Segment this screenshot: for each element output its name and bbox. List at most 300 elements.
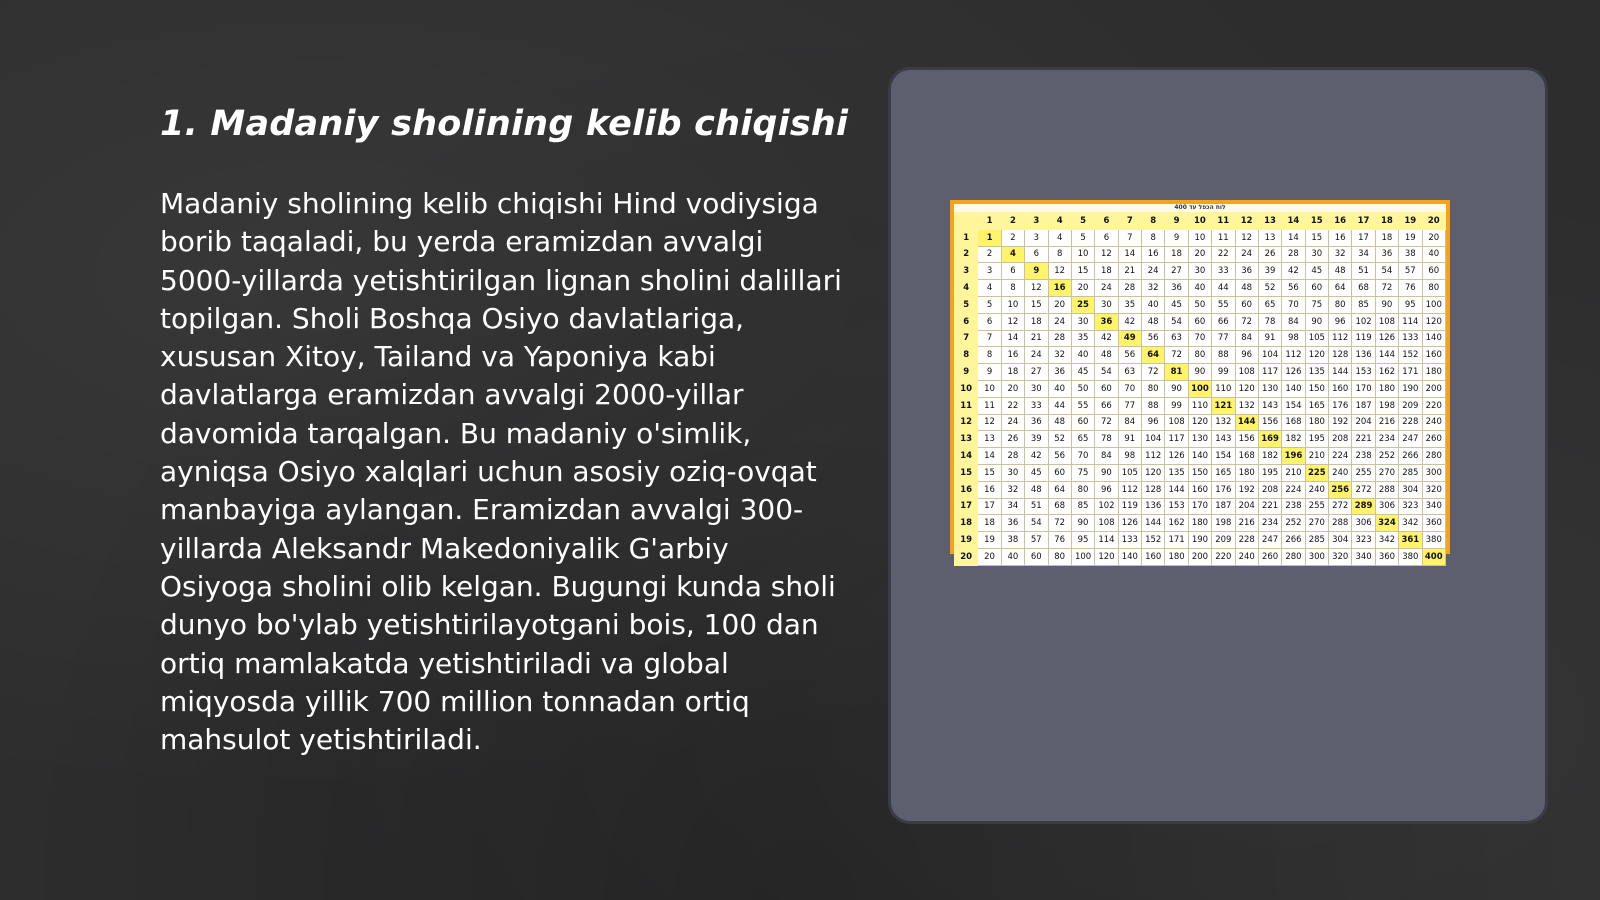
table-cell: 32 bbox=[1048, 347, 1071, 364]
table-cell: 90 bbox=[1188, 364, 1211, 381]
table-cell: 65 bbox=[1071, 431, 1094, 448]
table-cell: 24 bbox=[1095, 280, 1118, 297]
table-cell: 208 bbox=[1329, 431, 1352, 448]
table-cell-square: 81 bbox=[1165, 364, 1188, 381]
table-cell: 160 bbox=[1142, 548, 1165, 565]
table-cell-square: 324 bbox=[1375, 515, 1398, 532]
table-cell: 40 bbox=[1071, 347, 1094, 364]
table-row bbox=[955, 498, 1446, 515]
table-header-row bbox=[955, 213, 1446, 230]
slide-body-text: Madaniy sholining kelib chiqishi Hind vodiysiga borib taqaladi, bu yerda eramizdan avvalgi 5000-yillarda yetishtirilgan lignan sholini dalillari topilgan. Sholi Boshqa Osiyo davlatlariga, xususan Xitoy, Tailand va Yaponiya kabi davlatlarga eramizdan avvalgi 2000-yillar davomida tarqalgan. Bu madaniy o'simlik, ayniqsa Osiyo xalqlari uchun asosiy oziq-ovqat manbayiga aylangan. Eramizdan avvalgi 300-yillarda Aleksandr Makedoniyalik G'arbiy Osiyoga sholini olib kelgan. Bugungi kunda sholi dunyo bo'ylab yetishtirilayotgani bois, 100 dan ortiq mamlakatda yetishtiriladi va global miqyosda yillik 700 million tonnadan ortiq mahsulot yetishtiriladi. bbox=[160, 187, 842, 757]
table-cell: 22 bbox=[1212, 246, 1235, 263]
table-cell: 105 bbox=[1118, 464, 1141, 481]
table-cell: 70 bbox=[1071, 448, 1094, 465]
table-cell: 5 bbox=[978, 296, 1001, 313]
table-cell: 60 bbox=[1025, 548, 1048, 565]
table-cell: 272 bbox=[1352, 481, 1375, 498]
table-row bbox=[955, 481, 1446, 498]
table-cell: 171 bbox=[1399, 364, 1422, 381]
table-cell: 13 bbox=[1258, 229, 1281, 246]
table-cell: 15 bbox=[1305, 229, 1328, 246]
table-cell: 20 bbox=[1422, 229, 1446, 246]
row-header: 8 bbox=[955, 347, 978, 364]
table-cell: 12 bbox=[1025, 280, 1048, 297]
table-cell: 6 bbox=[978, 313, 1001, 330]
table-cell: 42 bbox=[1025, 448, 1048, 465]
table-cell: 304 bbox=[1329, 532, 1352, 549]
table-cell: 170 bbox=[1352, 380, 1375, 397]
table-cell: 80 bbox=[1188, 347, 1211, 364]
table-cell: 272 bbox=[1329, 498, 1352, 515]
table-cell: 9 bbox=[1165, 229, 1188, 246]
table-cell: 50 bbox=[1188, 296, 1211, 313]
table-cell: 45 bbox=[1071, 364, 1094, 381]
table-cell: 300 bbox=[1305, 548, 1328, 565]
table-cell: 24 bbox=[1142, 263, 1165, 280]
table-cell: 20 bbox=[1048, 296, 1071, 313]
table-cell: 304 bbox=[1399, 481, 1422, 498]
table-cell: 45 bbox=[1165, 296, 1188, 313]
table-cell: 234 bbox=[1375, 431, 1398, 448]
table-row bbox=[955, 330, 1446, 347]
table-cell: 220 bbox=[1422, 397, 1446, 414]
table-cell: 270 bbox=[1305, 515, 1328, 532]
row-header: 11 bbox=[955, 397, 978, 414]
table-cell: 60 bbox=[1422, 263, 1446, 280]
table-cell: 105 bbox=[1305, 330, 1328, 347]
table-cell: 200 bbox=[1188, 548, 1211, 565]
table-cell: 2 bbox=[978, 246, 1001, 263]
column-header: 3 bbox=[1025, 213, 1048, 230]
table-cell-square: 144 bbox=[1235, 414, 1258, 431]
table-cell: 36 bbox=[1025, 414, 1048, 431]
table-cell: 39 bbox=[1025, 431, 1048, 448]
table-cell: 224 bbox=[1329, 448, 1352, 465]
column-header: 1 bbox=[978, 213, 1001, 230]
table-cell: 51 bbox=[1352, 263, 1375, 280]
table-cell: 152 bbox=[1142, 532, 1165, 549]
table-cell: 30 bbox=[1001, 464, 1024, 481]
table-cell: 10 bbox=[1001, 296, 1024, 313]
table-cell: 32 bbox=[1329, 246, 1352, 263]
table-cell: 20 bbox=[1188, 246, 1211, 263]
table-cell: 182 bbox=[1258, 448, 1281, 465]
table-cell: 140 bbox=[1118, 548, 1141, 565]
table-cell: 60 bbox=[1095, 380, 1118, 397]
table-cell: 63 bbox=[1165, 330, 1188, 347]
multiplication-table-image bbox=[950, 200, 1450, 562]
table-cell: 36 bbox=[1235, 263, 1258, 280]
row-header: 6 bbox=[955, 313, 978, 330]
table-cell: 54 bbox=[1375, 263, 1398, 280]
table-cell: 130 bbox=[1258, 380, 1281, 397]
table-cell: 65 bbox=[1258, 296, 1281, 313]
table-cell: 98 bbox=[1118, 448, 1141, 465]
table-cell: 42 bbox=[1282, 263, 1305, 280]
row-header: 15 bbox=[955, 464, 978, 481]
table-cell: 96 bbox=[1095, 481, 1118, 498]
table-cell: 266 bbox=[1399, 448, 1422, 465]
table-cell: 5 bbox=[1071, 229, 1094, 246]
table-cell: 136 bbox=[1142, 498, 1165, 515]
table-cell: 143 bbox=[1212, 431, 1235, 448]
table-cell: 42 bbox=[1095, 330, 1118, 347]
table-cell: 120 bbox=[1305, 347, 1328, 364]
table-cell: 70 bbox=[1188, 330, 1211, 347]
table-cell: 54 bbox=[1025, 515, 1048, 532]
row-header: 16 bbox=[955, 481, 978, 498]
table-cell: 110 bbox=[1212, 380, 1235, 397]
table-cell: 100 bbox=[1422, 296, 1446, 313]
table-cell: 108 bbox=[1095, 515, 1118, 532]
table-cell: 4 bbox=[978, 280, 1001, 297]
table-cell: 90 bbox=[1305, 313, 1328, 330]
table-cell: 17 bbox=[978, 498, 1001, 515]
column-header: 6 bbox=[1095, 213, 1118, 230]
table-cell: 80 bbox=[1329, 296, 1352, 313]
table-cell: 117 bbox=[1165, 431, 1188, 448]
table-cell: 34 bbox=[1352, 246, 1375, 263]
table-cell: 210 bbox=[1282, 464, 1305, 481]
table-cell: 306 bbox=[1352, 515, 1375, 532]
table-cell: 27 bbox=[1165, 263, 1188, 280]
table-cell: 40 bbox=[1001, 548, 1024, 565]
table-cell: 162 bbox=[1165, 515, 1188, 532]
table-cell: 14 bbox=[1282, 229, 1305, 246]
table-cell: 14 bbox=[1118, 246, 1141, 263]
table-cell: 126 bbox=[1165, 448, 1188, 465]
table-cell: 78 bbox=[1258, 313, 1281, 330]
table-cell: 204 bbox=[1352, 414, 1375, 431]
slide-title: 1. Madaniy sholining kelib chiqishi bbox=[160, 104, 849, 144]
table-cell: 38 bbox=[1001, 532, 1024, 549]
table-cell: 76 bbox=[1399, 280, 1422, 297]
table-row bbox=[955, 364, 1446, 381]
table-cell: 18 bbox=[1095, 263, 1118, 280]
table-row bbox=[955, 464, 1446, 481]
table-cell: 182 bbox=[1282, 431, 1305, 448]
table-cell: 342 bbox=[1375, 532, 1398, 549]
table-cell: 192 bbox=[1329, 414, 1352, 431]
table-cell: 153 bbox=[1165, 498, 1188, 515]
table-cell: 84 bbox=[1118, 414, 1141, 431]
table-cell: 90 bbox=[1095, 464, 1118, 481]
table-cell: 10 bbox=[1188, 229, 1211, 246]
table-cell: 154 bbox=[1282, 397, 1305, 414]
table-cell: 52 bbox=[1258, 280, 1281, 297]
table-cell: 238 bbox=[1352, 448, 1375, 465]
table-row bbox=[955, 313, 1446, 330]
table-cell-square: 16 bbox=[1048, 280, 1071, 297]
table-cell: 342 bbox=[1399, 515, 1422, 532]
table-cell: 48 bbox=[1048, 414, 1071, 431]
table-row bbox=[955, 414, 1446, 431]
table-cell: 16 bbox=[1329, 229, 1352, 246]
table-cell: 150 bbox=[1188, 464, 1211, 481]
column-header: 10 bbox=[1188, 213, 1211, 230]
table-cell: 228 bbox=[1399, 414, 1422, 431]
table-cell: 28 bbox=[1001, 448, 1024, 465]
table-cell: 133 bbox=[1399, 330, 1422, 347]
table-cell: 8 bbox=[1001, 280, 1024, 297]
table-cell: 50 bbox=[1071, 380, 1094, 397]
table-cell: 36 bbox=[1165, 280, 1188, 297]
table-cell: 40 bbox=[1142, 296, 1165, 313]
table-cell: 128 bbox=[1329, 347, 1352, 364]
table-cell: 187 bbox=[1352, 397, 1375, 414]
table-cell: 102 bbox=[1352, 313, 1375, 330]
table-cell: 36 bbox=[1375, 246, 1398, 263]
table-cell: 130 bbox=[1188, 431, 1211, 448]
table-cell: 95 bbox=[1399, 296, 1422, 313]
table-cell: 88 bbox=[1142, 397, 1165, 414]
column-header: 12 bbox=[1235, 213, 1258, 230]
table-cell: 190 bbox=[1188, 532, 1211, 549]
table-cell: 60 bbox=[1235, 296, 1258, 313]
table-cell: 80 bbox=[1422, 280, 1446, 297]
table-cell: 198 bbox=[1212, 515, 1235, 532]
table-cell: 234 bbox=[1258, 515, 1281, 532]
row-header: 17 bbox=[955, 498, 978, 515]
table-cell: 52 bbox=[1048, 431, 1071, 448]
table-cell: 154 bbox=[1212, 448, 1235, 465]
table-cell-square: 196 bbox=[1282, 448, 1305, 465]
table-cell: 143 bbox=[1258, 397, 1281, 414]
column-header: 2 bbox=[1001, 213, 1024, 230]
table-cell: 90 bbox=[1071, 515, 1094, 532]
table-cell: 30 bbox=[1071, 313, 1094, 330]
table-cell-square: 25 bbox=[1071, 296, 1094, 313]
table-cell: 132 bbox=[1212, 414, 1235, 431]
table-cell: 45 bbox=[1025, 464, 1048, 481]
table-row bbox=[955, 296, 1446, 313]
table-cell: 120 bbox=[1095, 548, 1118, 565]
table-cell: 63 bbox=[1118, 364, 1141, 381]
table-cell: 221 bbox=[1352, 431, 1375, 448]
table-cell: 280 bbox=[1282, 548, 1305, 565]
table-cell: 75 bbox=[1071, 464, 1094, 481]
table-cell: 144 bbox=[1165, 481, 1188, 498]
row-header: 18 bbox=[955, 515, 978, 532]
table-cell: 2 bbox=[1001, 229, 1024, 246]
table-cell: 128 bbox=[1142, 481, 1165, 498]
table-cell: 260 bbox=[1258, 548, 1281, 565]
table-cell: 48 bbox=[1235, 280, 1258, 297]
table-row bbox=[955, 280, 1446, 297]
table-cell: 306 bbox=[1375, 498, 1398, 515]
column-header: 9 bbox=[1165, 213, 1188, 230]
table-cell: 48 bbox=[1329, 263, 1352, 280]
table-cell: 160 bbox=[1329, 380, 1352, 397]
column-header: 5 bbox=[1071, 213, 1094, 230]
table-cell: 88 bbox=[1212, 347, 1235, 364]
table-cell: 90 bbox=[1165, 380, 1188, 397]
table-cell: 360 bbox=[1375, 548, 1398, 565]
table-cell: 44 bbox=[1212, 280, 1235, 297]
table-cell: 18 bbox=[978, 515, 1001, 532]
table-cell: 195 bbox=[1305, 431, 1328, 448]
table-cell: 153 bbox=[1352, 364, 1375, 381]
row-header: 19 bbox=[955, 532, 978, 549]
table-corner-cell bbox=[955, 213, 978, 230]
table-cell: 21 bbox=[1118, 263, 1141, 280]
table-cell: 33 bbox=[1212, 263, 1235, 280]
table-cell: 6 bbox=[1001, 263, 1024, 280]
table-cell: 112 bbox=[1282, 347, 1305, 364]
table-row bbox=[955, 229, 1446, 246]
table-cell: 56 bbox=[1118, 347, 1141, 364]
table-cell: 55 bbox=[1071, 397, 1094, 414]
table-cell: 240 bbox=[1235, 548, 1258, 565]
table-cell: 57 bbox=[1025, 532, 1048, 549]
table-caption: לוח הכפל עד 400 bbox=[1174, 204, 1226, 211]
table-cell: 28 bbox=[1048, 330, 1071, 347]
table-cell: 255 bbox=[1352, 464, 1375, 481]
table-cell: 24 bbox=[1048, 313, 1071, 330]
table-cell: 84 bbox=[1282, 313, 1305, 330]
table-cell: 80 bbox=[1071, 481, 1094, 498]
table-cell: 11 bbox=[1212, 229, 1235, 246]
table-cell: 85 bbox=[1071, 498, 1094, 515]
table-cell: 36 bbox=[1048, 364, 1071, 381]
table-cell: 72 bbox=[1375, 280, 1398, 297]
table-cell: 68 bbox=[1352, 280, 1375, 297]
table-cell: 77 bbox=[1118, 397, 1141, 414]
table-cell: 20 bbox=[1071, 280, 1094, 297]
table-cell: 340 bbox=[1352, 548, 1375, 565]
table-cell: 15 bbox=[1071, 263, 1094, 280]
column-header: 16 bbox=[1329, 213, 1352, 230]
table-cell: 16 bbox=[1142, 246, 1165, 263]
column-header: 4 bbox=[1048, 213, 1071, 230]
table-cell: 240 bbox=[1422, 414, 1446, 431]
row-header: 5 bbox=[955, 296, 978, 313]
table-cell: 270 bbox=[1375, 464, 1398, 481]
table-cell: 24 bbox=[1001, 414, 1024, 431]
table-cell: 247 bbox=[1258, 532, 1281, 549]
table-cell: 285 bbox=[1399, 464, 1422, 481]
table-cell: 24 bbox=[1235, 246, 1258, 263]
table-cell: 110 bbox=[1188, 397, 1211, 414]
table-cell: 60 bbox=[1048, 464, 1071, 481]
table-cell: 380 bbox=[1399, 548, 1422, 565]
table-cell: 54 bbox=[1165, 313, 1188, 330]
table-cell: 7 bbox=[1118, 229, 1141, 246]
table-cell: 30 bbox=[1305, 246, 1328, 263]
table-cell: 126 bbox=[1375, 330, 1398, 347]
table-cell: 380 bbox=[1422, 532, 1446, 549]
table-cell: 144 bbox=[1329, 364, 1352, 381]
table-cell: 112 bbox=[1118, 481, 1141, 498]
table-cell: 160 bbox=[1422, 347, 1446, 364]
table-cell: 320 bbox=[1422, 481, 1446, 498]
table-cell: 252 bbox=[1282, 515, 1305, 532]
table-cell: 16 bbox=[1001, 347, 1024, 364]
row-header: 2 bbox=[955, 246, 978, 263]
table-cell: 22 bbox=[1001, 397, 1024, 414]
table-cell: 140 bbox=[1282, 380, 1305, 397]
table-cell-square: 256 bbox=[1329, 481, 1352, 498]
table-cell: 26 bbox=[1001, 431, 1024, 448]
table-cell: 156 bbox=[1258, 414, 1281, 431]
table-cell: 30 bbox=[1188, 263, 1211, 280]
table-cell: 54 bbox=[1095, 364, 1118, 381]
table-cell: 216 bbox=[1235, 515, 1258, 532]
table-cell: 56 bbox=[1142, 330, 1165, 347]
table-cell: 108 bbox=[1375, 313, 1398, 330]
table-cell: 114 bbox=[1095, 532, 1118, 549]
table-cell: 12 bbox=[978, 414, 1001, 431]
table-cell: 192 bbox=[1235, 481, 1258, 498]
table-cell: 165 bbox=[1305, 397, 1328, 414]
row-header: 1 bbox=[955, 229, 978, 246]
column-header: 17 bbox=[1352, 213, 1375, 230]
table-cell: 60 bbox=[1188, 313, 1211, 330]
table-cell: 320 bbox=[1329, 548, 1352, 565]
table-cell: 26 bbox=[1258, 246, 1281, 263]
column-header: 8 bbox=[1142, 213, 1165, 230]
table-cell: 126 bbox=[1118, 515, 1141, 532]
table-cell: 288 bbox=[1329, 515, 1352, 532]
table-cell: 95 bbox=[1071, 532, 1094, 549]
table-cell: 12 bbox=[1095, 246, 1118, 263]
table-cell: 76 bbox=[1048, 532, 1071, 549]
table-cell-square: 169 bbox=[1258, 431, 1281, 448]
table-cell: 12 bbox=[1235, 229, 1258, 246]
table-cell-square: 64 bbox=[1142, 347, 1165, 364]
table-cell: 200 bbox=[1422, 380, 1446, 397]
table-cell: 28 bbox=[1118, 280, 1141, 297]
table-cell: 204 bbox=[1235, 498, 1258, 515]
table-cell: 39 bbox=[1258, 263, 1281, 280]
table-cell-square: 9 bbox=[1025, 263, 1048, 280]
table-cell: 220 bbox=[1212, 548, 1235, 565]
table-cell: 3 bbox=[1025, 229, 1048, 246]
table-cell: 168 bbox=[1282, 414, 1305, 431]
table-row bbox=[955, 380, 1446, 397]
table-cell: 8 bbox=[1142, 229, 1165, 246]
row-header: 12 bbox=[955, 414, 978, 431]
table-cell: 90 bbox=[1375, 296, 1398, 313]
table-cell: 18 bbox=[1001, 364, 1024, 381]
table-cell: 32 bbox=[1001, 481, 1024, 498]
table-cell: 171 bbox=[1165, 532, 1188, 549]
table-cell-square: 225 bbox=[1305, 464, 1328, 481]
table-cell: 32 bbox=[1142, 280, 1165, 297]
table-cell: 20 bbox=[978, 548, 1001, 565]
table-cell: 51 bbox=[1025, 498, 1048, 515]
table-cell-square: 49 bbox=[1118, 330, 1141, 347]
table-cell: 216 bbox=[1375, 414, 1398, 431]
table-cell: 34 bbox=[1001, 498, 1024, 515]
table-cell: 10 bbox=[978, 380, 1001, 397]
table-cell: 91 bbox=[1258, 330, 1281, 347]
table-cell: 84 bbox=[1235, 330, 1258, 347]
table-cell: 18 bbox=[1375, 229, 1398, 246]
table-cell: 180 bbox=[1188, 515, 1211, 532]
table-cell: 108 bbox=[1235, 364, 1258, 381]
table-cell: 221 bbox=[1258, 498, 1281, 515]
table-row bbox=[955, 397, 1446, 414]
table-cell: 60 bbox=[1071, 414, 1094, 431]
table-cell: 30 bbox=[1095, 296, 1118, 313]
table-cell: 180 bbox=[1235, 464, 1258, 481]
table-cell: 27 bbox=[1025, 364, 1048, 381]
table-cell-square: 121 bbox=[1212, 397, 1235, 414]
table-cell: 68 bbox=[1048, 498, 1071, 515]
table-cell: 57 bbox=[1399, 263, 1422, 280]
table-cell: 140 bbox=[1422, 330, 1446, 347]
